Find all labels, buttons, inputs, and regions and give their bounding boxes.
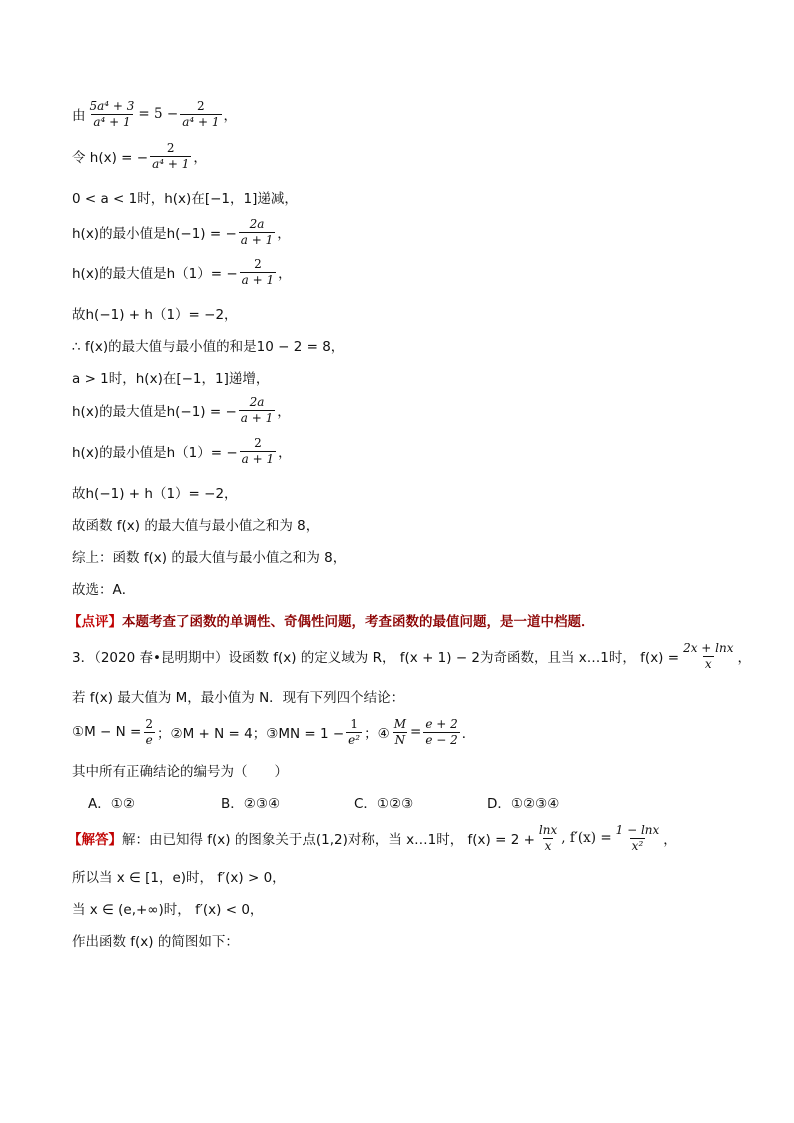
text: ， — [277, 404, 291, 421]
line-12: 故函数 f(x) 的最大值与最小值之和为 8， — [72, 518, 320, 534]
denominator: N — [394, 732, 406, 747]
line-4 — [72, 218, 291, 246]
numerator: 1 — [350, 717, 358, 731]
answer-options — [88, 792, 648, 812]
line-3: 0 < a < 1时，h(x)在[−1，1]递减， — [72, 191, 298, 207]
text: h(x)的最小值是h(−1) = − — [72, 226, 237, 243]
numerator: lnx — [538, 823, 558, 837]
text: , f′(x) = — [561, 830, 612, 847]
numerator: e + 2 — [425, 717, 458, 731]
text: h(x)的最大值是h(−1) = − — [72, 404, 237, 421]
line-17: 若 f(x) 最大值为 M，最小值为 N．现有下列四个结论： — [72, 690, 405, 706]
line-21: 所以当 x ∈ [1，e)时， f′(x) > 0， — [72, 870, 286, 886]
numerator: 2 — [145, 717, 153, 731]
line-9 — [72, 396, 291, 424]
denominator: a + 1 — [241, 451, 275, 466]
fraction — [180, 100, 221, 128]
denominator: a⁴ + 1 — [152, 156, 190, 171]
denominator: e² — [348, 732, 361, 747]
text: 3．（2020 春•昆明期中）设函数 f(x) 的定义域为 R， f(x + 1) − 2为奇函数，且当 x…1时， f(x) = — [72, 650, 680, 667]
option-b: B．②③④ — [221, 796, 281, 812]
numerator: 1 − lnx — [615, 823, 660, 837]
denominator: a + 1 — [240, 410, 274, 425]
text: ， — [278, 445, 292, 462]
text: ， — [737, 650, 751, 667]
denominator: a⁴ + 1 — [93, 114, 131, 129]
text: 解：由已知得 f(x) 的图象关于点(1,2)对称，当 x…1时， f(x) = 2 + — [122, 832, 535, 849]
fraction — [239, 396, 275, 424]
denominator: a⁴ + 1 — [182, 114, 220, 129]
comment-text: 本题考查了函数的单调性、奇偶性问题，考查函数的最值问题，是一道中档题． — [122, 614, 595, 630]
text: ， — [223, 108, 238, 125]
problem-3-line — [72, 642, 751, 670]
option-c: C．①②③ — [354, 796, 414, 812]
fraction — [423, 718, 459, 746]
line-13: 综上：函数 f(x) 的最大值与最小值之和为 8， — [72, 550, 347, 566]
denominator: x² — [631, 838, 644, 853]
denominator: e — [145, 732, 153, 747]
fraction — [240, 437, 276, 465]
line-11: 故h(−1) + h（1）= −2， — [72, 486, 238, 502]
option-d: D．①②③④ — [487, 796, 560, 812]
numerator: 2 — [166, 141, 175, 155]
fraction — [537, 824, 559, 852]
solution-tag: 【解答】 — [68, 832, 122, 849]
text: ；②M + N = 4；③MN = 1 − — [157, 726, 345, 743]
text: 令 h(x) = − — [72, 150, 149, 167]
line-7: ∴ f(x)的最大值与最小值的和是10 − 2 = 8， — [72, 339, 345, 355]
fraction — [239, 218, 275, 246]
numerator: 2a — [249, 395, 265, 409]
option-a: A．①② — [88, 796, 135, 812]
line-8: a > 1时，h(x)在[−1，1]递增， — [72, 371, 270, 387]
fraction — [681, 642, 735, 670]
solution-line — [68, 824, 677, 852]
denominator: e − 2 — [425, 732, 458, 747]
conclusions-line — [72, 718, 475, 746]
text: ；④ — [364, 726, 390, 743]
text: ①M − N = — [72, 724, 142, 741]
line-2 — [72, 142, 207, 170]
numerator: 5a⁴ + 3 — [89, 99, 135, 113]
line-5 — [72, 258, 292, 286]
denominator: x — [704, 656, 712, 671]
text: ， — [278, 266, 292, 283]
text: ， — [277, 226, 291, 243]
line-22: 当 x ∈ (e,+∞)时， f′(x) < 0， — [72, 902, 264, 918]
fraction — [143, 718, 155, 746]
fraction — [88, 100, 137, 128]
numerator: 2x + lnx — [683, 641, 734, 655]
numerator: M — [393, 717, 406, 731]
fraction — [392, 718, 408, 746]
text: = 5 − — [138, 106, 179, 123]
numerator: 2 — [254, 257, 262, 271]
comment-tag: 【点评】 — [68, 614, 122, 630]
text: = — [410, 724, 422, 741]
line-23: 作出函数 f(x) 的简图如下： — [72, 934, 239, 950]
fraction — [150, 142, 191, 170]
denominator: x — [544, 838, 552, 853]
text: 由 — [72, 108, 86, 125]
line-6: 故h(−1) + h（1）= −2， — [72, 307, 238, 323]
numerator: 2 — [254, 436, 262, 450]
line-1 — [72, 100, 237, 128]
fraction — [240, 258, 276, 286]
line-10 — [72, 437, 292, 465]
numerator: 2 — [197, 99, 205, 113]
text: ， — [193, 150, 207, 167]
comment-line — [68, 610, 595, 630]
text: ． — [461, 726, 476, 743]
fraction — [346, 718, 362, 746]
line-14: 故选：A． — [72, 582, 136, 598]
denominator: a + 1 — [241, 272, 275, 287]
text: h(x)的最小值是h（1）= − — [72, 445, 238, 462]
numerator: 2a — [249, 217, 265, 231]
text: ， — [663, 832, 677, 849]
fraction — [614, 824, 662, 852]
denominator: a + 1 — [240, 232, 274, 247]
text: h(x)的最大值是h（1）= − — [72, 266, 238, 283]
question-line: 其中所有正确结论的编号为（ ） — [72, 764, 288, 780]
